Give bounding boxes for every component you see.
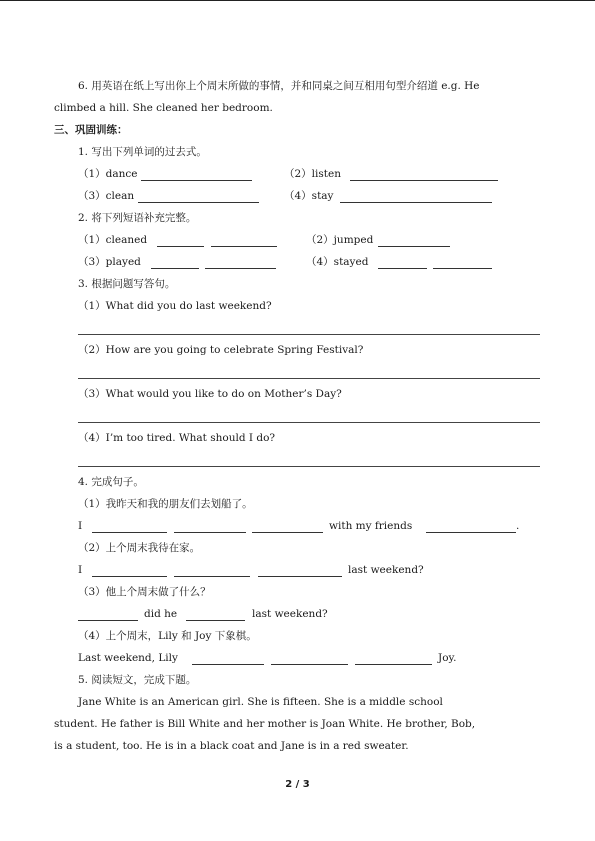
answer-blank[interactable] [340,202,492,203]
answer-blank[interactable] [92,532,167,533]
part4-sentence-cn: （2）上个周末我待在家。 [78,542,201,554]
answer-blank[interactable] [141,180,252,181]
answer-blank[interactable] [426,532,516,533]
answer-line[interactable] [78,334,540,335]
part1-item: （2）listen [284,168,341,180]
answer-blank[interactable] [378,268,427,269]
part1-title: 1. 写出下列单词的过去式。 [78,146,207,158]
answer-line[interactable] [78,422,540,423]
sentence-text: . [516,520,520,532]
sentence-text: last weekend? [348,564,424,576]
part4-title: 4. 完成句子。 [78,476,144,488]
part1-item: （1）dance [78,168,138,180]
answer-blank[interactable] [138,202,259,203]
answer-line[interactable] [78,466,540,467]
sentence-text: last weekend? [252,608,328,620]
answer-blank[interactable] [151,268,199,269]
part2-item: （3）played [78,256,141,268]
reading-line: student. He father is Bill White and her mother is Joan White. He brother, Bob, [54,718,476,730]
answer-blank[interactable] [192,664,264,665]
part3-title: 3. 根据问题写答句。 [78,278,176,290]
sentence-text: with my friends [329,520,413,532]
answer-blank[interactable] [92,576,167,577]
q6-line2: climbed a hill. She cleaned her bedroom. [54,102,273,114]
section-title: 三、巩固训练： [54,124,128,136]
part2-title: 2. 将下列短语补充完整。 [78,212,197,224]
answer-blank[interactable] [252,532,323,533]
answer-blank[interactable] [211,246,277,247]
part1-item: （3）clean [78,190,135,202]
answer-line[interactable] [78,378,540,379]
sentence-text: I [78,564,83,576]
part2-item: （1）cleaned [78,234,148,246]
answer-blank[interactable] [157,246,204,247]
answer-blank[interactable] [78,620,138,621]
part4-sentence-cn: （3）他上个周末做了什么？ [78,586,211,598]
sentence-text: did he [144,608,178,620]
sentence-text: Last weekend, Lily [78,652,178,664]
q6-line1: 6. 用英语在纸上写出你上个周末所做的事情，并和同桌之间互相用句型介绍道 e.g. He [78,80,480,92]
sentence-text: Joy. [438,652,457,664]
answer-blank[interactable] [258,576,342,577]
answer-blank[interactable] [433,268,492,269]
answer-blank[interactable] [271,664,348,665]
part4-sentence-cn: （1）我昨天和我的朋友们去划船了。 [78,498,253,510]
sentence-text: I [78,520,83,532]
answer-blank[interactable] [186,620,245,621]
answer-blank[interactable] [174,532,246,533]
answer-blank[interactable] [174,576,250,577]
answer-blank[interactable] [205,268,276,269]
reading-line: is a student, too. He is in a black coat and Jane is in a red sweater. [54,740,409,752]
part1-item: （4）stay [284,190,334,202]
part3-question: （1）What did you do last weekend? [78,300,272,312]
answer-blank[interactable] [355,664,432,665]
answer-blank[interactable] [378,246,450,247]
part3-question: （3）What would you like to do on Mother’s Day? [78,388,342,400]
reading-line: Jane White is an American girl. She is fifteen. She is a middle school [78,696,443,708]
answer-blank[interactable] [350,180,498,181]
part3-question: （4）I’m too tired. What should I do? [78,432,276,444]
part2-item: （2）jumped [306,234,374,246]
page-number: 2 / 3 [285,779,310,790]
part5-title: 5. 阅读短文，完成下题。 [78,674,197,686]
part3-question: （2）How are you going to celebrate Spring Festival? [78,344,364,356]
part4-sentence-cn: （4）上个周末，Lily 和 Joy 下象棋。 [78,630,257,642]
part2-item: （4）stayed [306,256,369,268]
header-rule [0,0,595,1]
